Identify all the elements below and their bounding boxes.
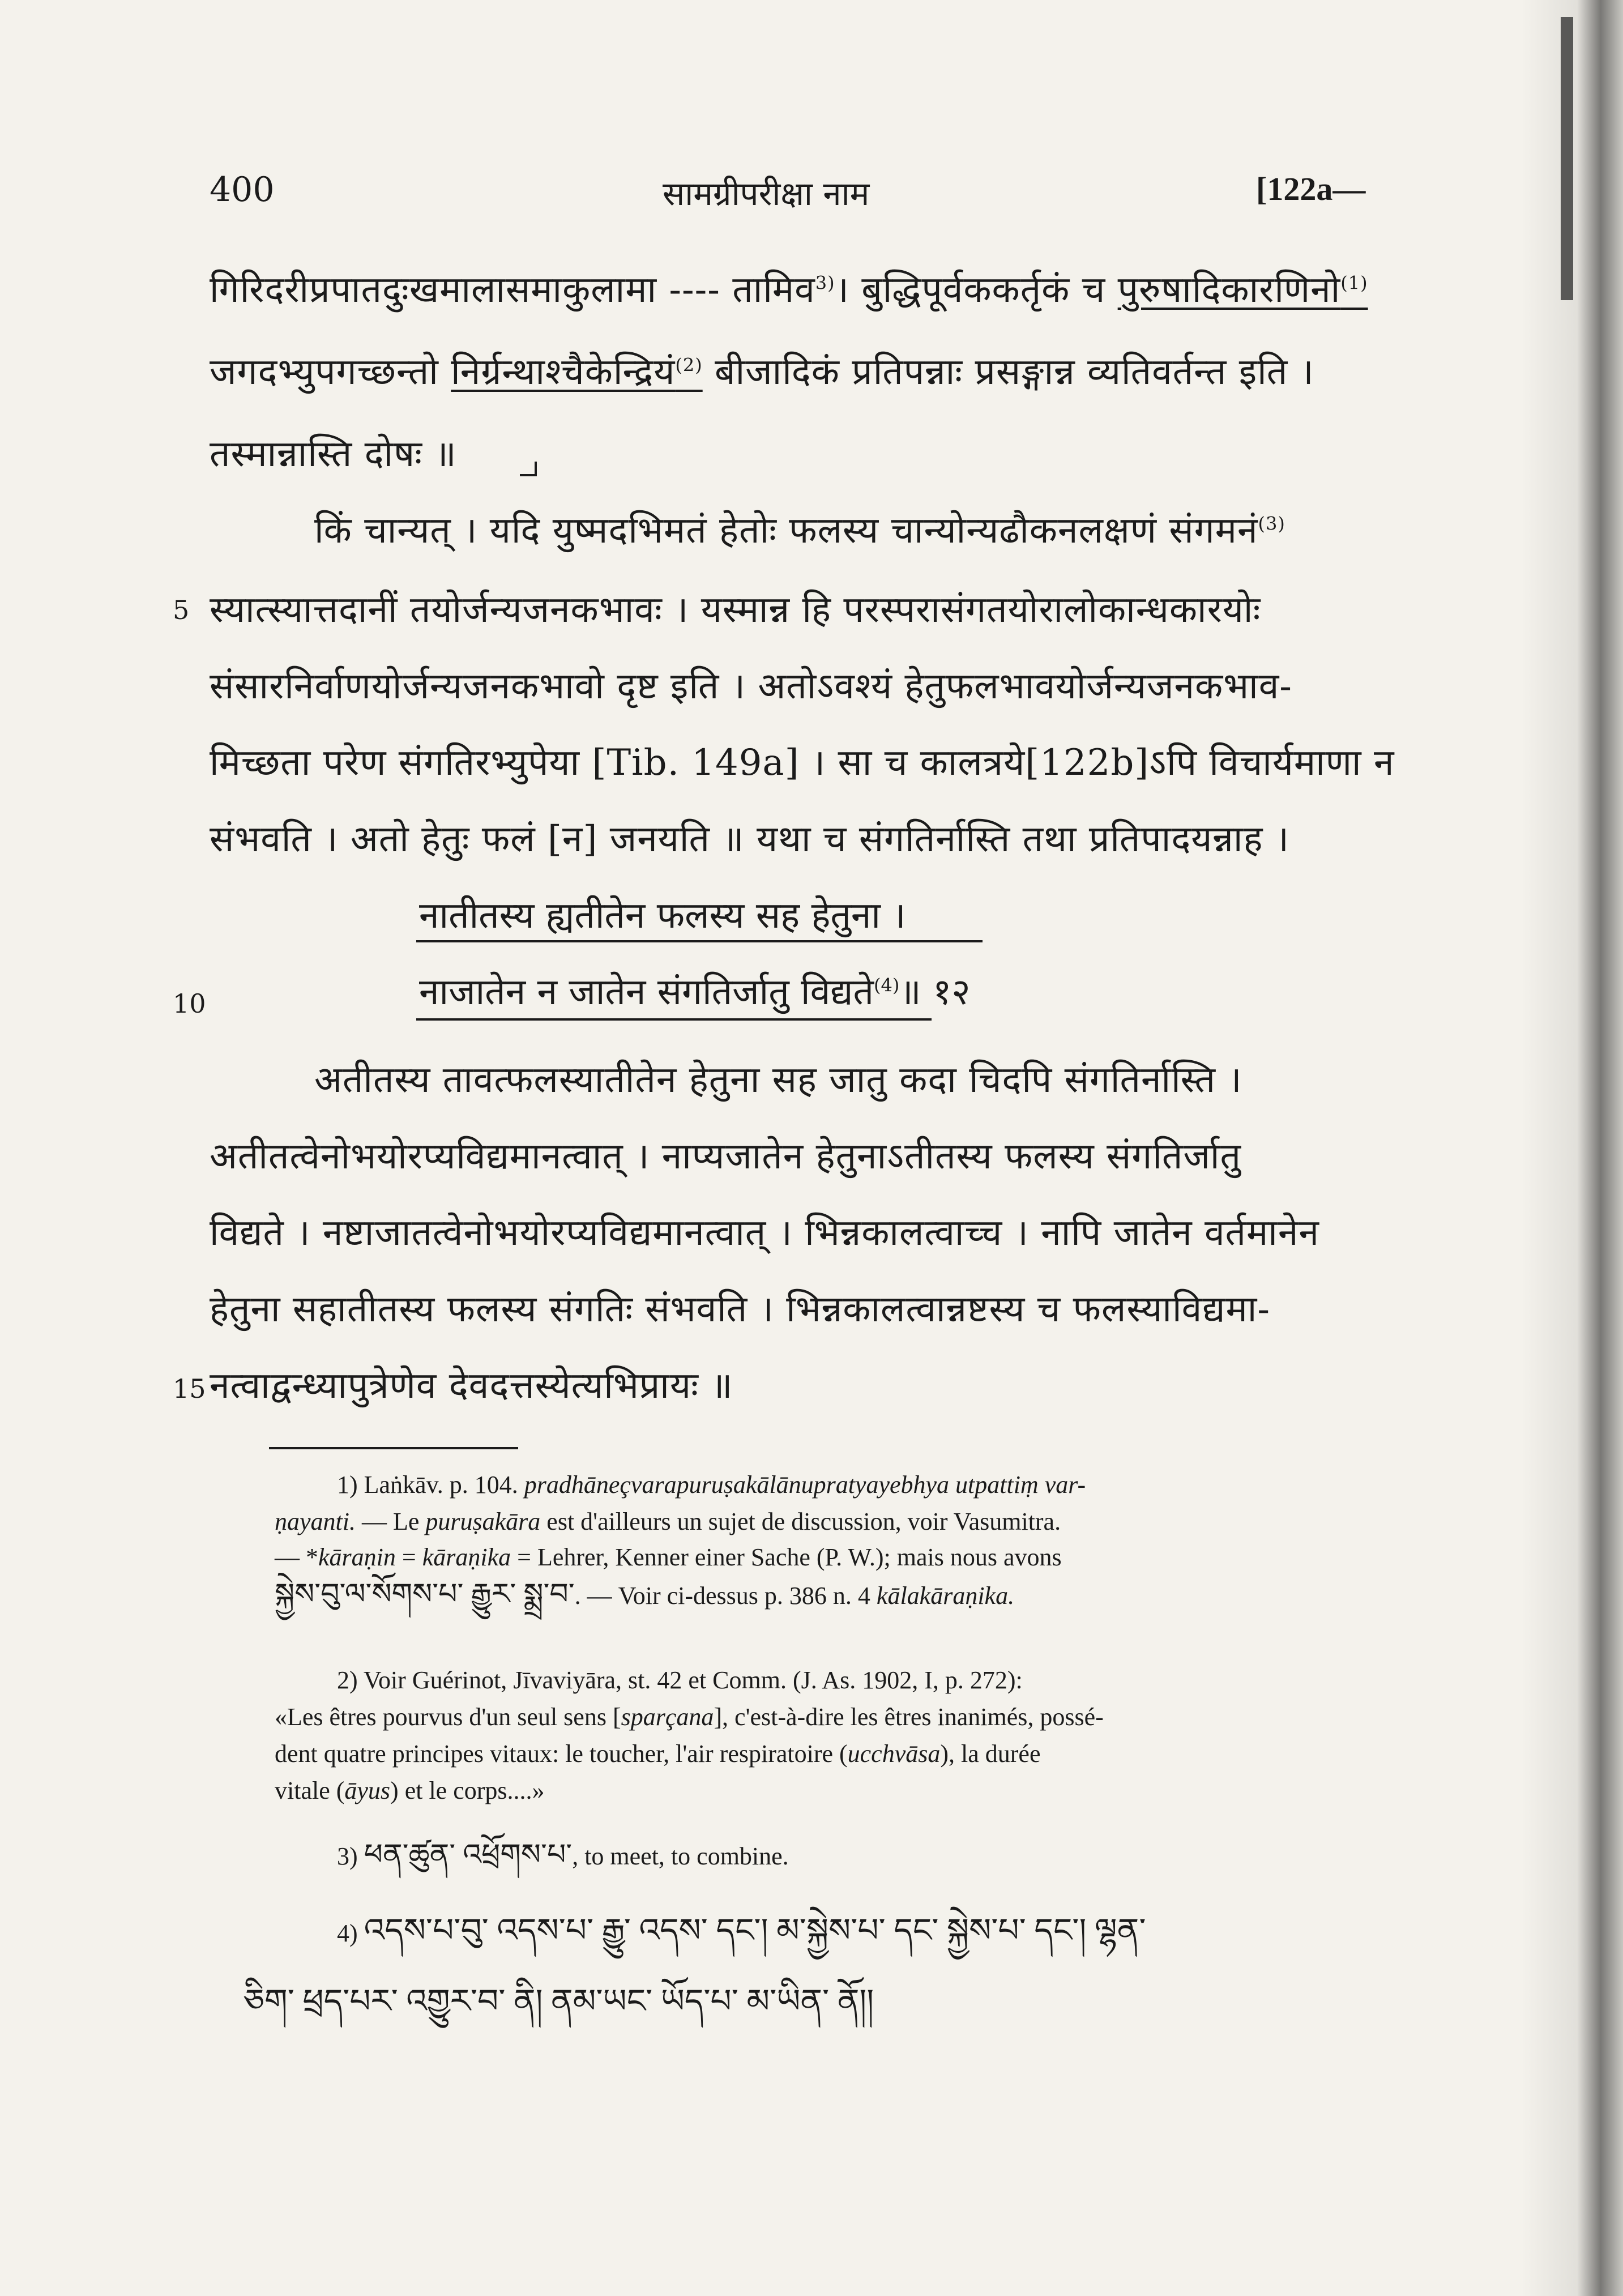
verse-underline-1 (416, 940, 983, 942)
text-line-1: गिरिदरीप्रपातदुःखमालासमाकुलामा ---- तामिव$^{3)}$। बुद्धिपूर्वककर्तृकं च पुरुषादिकारणिनो$^{(1)}$ (210, 269, 1368, 311)
footnote-4-line-2: ཅིག་ ཕྲད་པར་ འགྱུར་བ་ ནི། ནམ་ཡང་ ཡོད་པ་ མ་ཡིན་ ནོ།། (244, 1983, 874, 2020)
line-number-10: 10 (173, 988, 206, 1019)
folio-reference: [122a— (1256, 170, 1366, 207)
text-line-8: संभवति । अतो हेतुः फलं [न] जनयति ॥ यथा च संगतिर्नास्ति तथा प्रतिपादयन्नाह । (210, 818, 1290, 860)
footnote-2-line-3: dent quatre principes vitaux: le toucher, l'air respiratoire (ucchvāsa), la durée (275, 1740, 1041, 1768)
footnote-1-line-2: ṇayanti. — Le puruṣakāra est d'ailleurs un sujet de discussion, voir Vasumitra. (275, 1508, 1061, 1535)
footnote-marker-1: (1) (1340, 272, 1368, 294)
footnote-2-line-2: «Les êtres pourvus d'un seul sens [sparçana], c'est-à-dire les êtres inanimés, possé- (275, 1703, 1104, 1731)
line-number-15: 15 (173, 1373, 206, 1404)
footnote-2-line-1: 2) Voir Guérinot, Jīvaviyāra, st. 42 et Comm. (J. As. 1902, I, p. 272): (337, 1666, 1023, 1694)
text-line-11: विद्यते । नष्टाजातत्वेनोभयोरप्यविद्यमानत्वात् । भिन्नकालत्वाच्च । नापि जातेन वर्तमानेन (210, 1212, 1319, 1254)
text-line-12: हेतुना सहातीतस्य फलस्य संगतिः संभवति । भिन्नकालत्वान्नष्टस्य च फलस्याविद्यमा- (210, 1288, 1270, 1330)
footnote-2-line-4: vitale (āyus) et le corps....» (275, 1777, 545, 1804)
text-line-6: संसारनिर्वाणयोर्जन्यजनकभावो दृष्ट इति । अतोऽवश्यं हेतुफलभावयोर्जन्यजनकभाव- (210, 665, 1292, 707)
footnote-marker-3: 3) (815, 272, 835, 294)
verse-line-1: नातीतस्य ह्यतीतेन फलस्य सह हेतुना । (419, 895, 906, 937)
footnote-1-line-3: — *kāraṇin = kāraṇika = Lehrer, Kenner einer Sache (P. W.); mais nous avons (275, 1543, 1062, 1571)
footnote-marker-2: (2) (675, 354, 703, 376)
running-title: सामग्रीपरीक्षा नाम (663, 174, 870, 213)
text-line-7: मिच्छता परेण संगतिरभ्युपेया [Tib. 149a] । सा च कालत्रये[122b]ऽपि विचार्यमाणा न (210, 742, 1395, 784)
page-edge-shadow (1521, 0, 1623, 2296)
page-number: 400 (210, 170, 275, 210)
text-line-10: अतीतत्वेनोभयोरप्यविद्यमानत्वात् । नाप्यजातेन हेतुनाऽतीतस्य फलस्य संगतिर्जातु (210, 1136, 1241, 1177)
footnote-1-line-1: 1) Laṅkāv. p. 104. pradhāneçvarapuruṣakālānupratyayebhya utpattiṃ var- (337, 1471, 1086, 1499)
footnote-separator (269, 1447, 518, 1449)
text-line-5: स्यात्स्यात्तदानीं तयोर्जन्यजनकभावः । यस्मान्न हि परस्परासंगतयोरालोकान्धकारयोः (210, 589, 1261, 631)
line-number-5: 5 (173, 595, 190, 625)
text-line-9: अतीतस्य तावत्फलस्यातीतेन हेतुना सह जातु कदा चिदपि संगतिर्नास्ति । (314, 1059, 1242, 1101)
text-line-2: जगदभ्युपगच्छन्तो निर्ग्रन्थाश्चैकेन्द्रियं$^{(2)}$ बीजादिकं प्रतिपन्नाः प्रसङ्गान्न व्यतिवर्तन्त इति । (210, 351, 1314, 393)
footnote-4-line-1: 4) འདས་པ་བུ་ འདས་པ་ རྒྱུ་ འདས་ དང་། མ་སྐྱེས་པ་ དང་ སྐྱེས་པ་ དང་། ལྷན་ (337, 1912, 1146, 1949)
binding-edge (1561, 17, 1573, 300)
footnote-3: 3) ཕན་ཚུན་ འཕྲོགས་པ་, to meet, to combine. (337, 1839, 789, 1871)
footnote-marker-4: (4) (873, 974, 900, 996)
verse-underline-2 (416, 1018, 932, 1021)
text-line-3: तस्मान्नास्ति दोषः ॥ (210, 433, 457, 475)
underlined-phrase: निर्ग्रन्थाश्चैकेन्द्रियं$^{(2)}$ (451, 351, 703, 393)
footnote-1-line-4: སྐྱེས་བུ་ལ་སོགས་པ་ རྒྱུར་ སྨྲ་བ་. — Voir ci-dessus p. 386 n. 4 kālakāraṇika. (275, 1578, 1015, 1611)
bracket-mark (520, 462, 537, 476)
text-line-13: नत्वाद्वन्ध्यापुत्रेणेव देवदत्तस्येत्यभिप्रायः ॥ (210, 1365, 733, 1407)
verse-line-2: नाजातेन न जातेन संगतिर्जातु विद्यते$^{(4)}$॥ १२ (419, 971, 971, 1013)
text-line-4: किं चान्यत् । यदि युष्मदभिमतं हेतोः फलस्य चान्योन्यढौकनलक्षणं संगमनं$^{(3)}$ (314, 510, 1285, 552)
footnote-marker-3b: (3) (1258, 513, 1285, 535)
underlined-phrase: पुरुषादिकारणिनो$^{(1)}$ (1117, 269, 1368, 311)
